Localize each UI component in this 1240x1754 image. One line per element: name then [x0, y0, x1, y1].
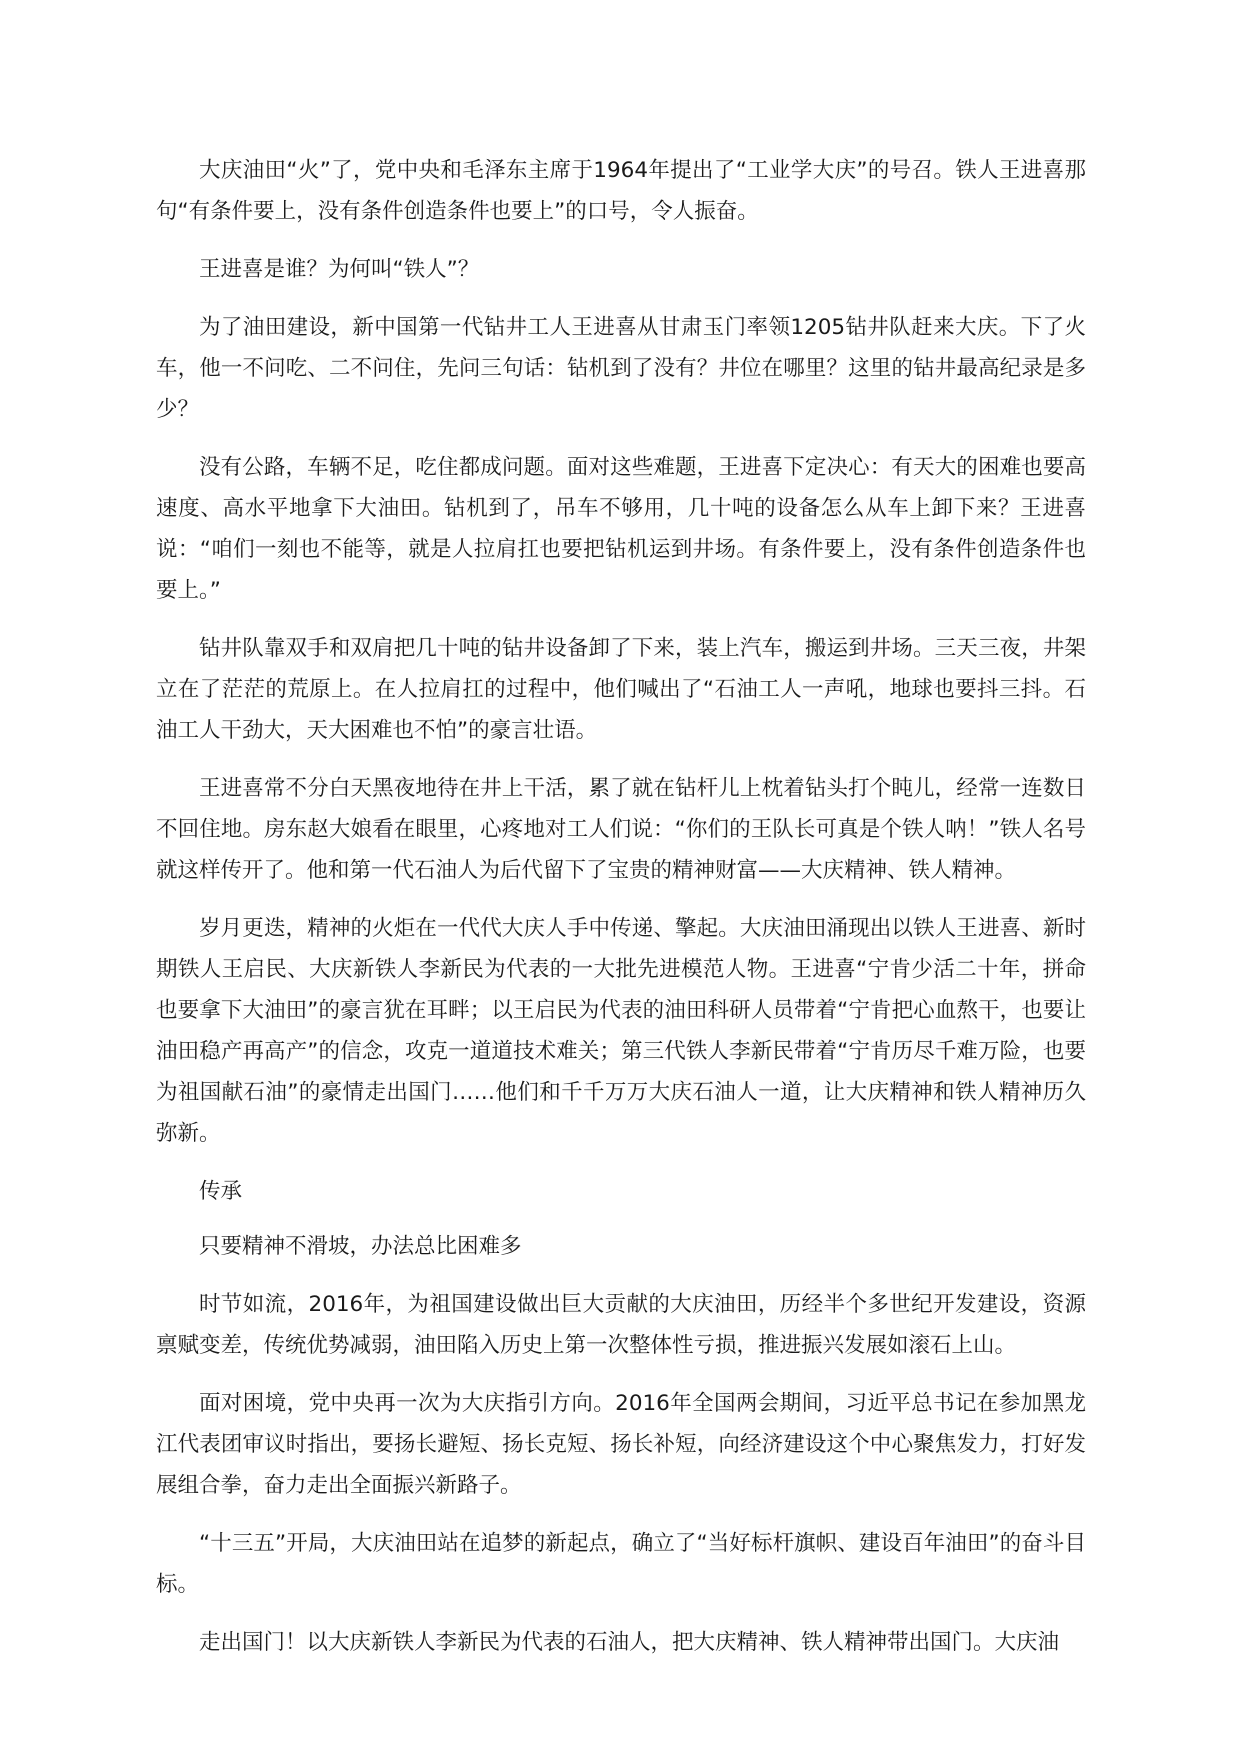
paragraph-question-who: 王进喜是谁？为何叫“铁人”？ [199, 257, 480, 282]
paragraph-arrival: 为了油田建设，新中国第一代钻井工人王进喜从甘肃玉门率领1205钻井队赶来大庆。下了火车，他一不问吃、二不问住，先问三句话：钻机到了没有？井位在哪里？这里的钻井最高纪录是多少？ [156, 315, 1086, 422]
paragraph-difficulties: 没有公路，车辆不足，吃住都成问题。面对这些难题，王进喜下定决心：有天大的困难也要高速度、高水平地拿下大油田。钻机到了，吊车不够用，几十吨的设备怎么从车上卸下来？王进喜说：“咱们一刻也不能等，就是人拉肩扛也要把钻机运到井场。有条件要上，没有条件创造条件也要上。” [156, 455, 1086, 603]
paragraph-five-year-plan: “十三五”开局，大庆油田站在追梦的新起点，确立了“当好标杆旗帜、建设百年油田”的奋斗目标。 [156, 1531, 1086, 1597]
paragraph-derrick-raised: 钻井队靠双手和双肩把几十吨的钻井设备卸了下来，装上汽车，搬运到井场。三天三夜，井架立在了茫茫的荒原上。在人拉肩扛的过程中，他们喊出了“石油工人一声吼，地球也要抖三抖。石油工人干劲大，天大困难也不怕”的豪言壮语。 [156, 636, 1086, 743]
section-heading-inheritance: 传承 [199, 1179, 243, 1204]
paragraph-going-abroad: 走出国门！以大庆新铁人李新民为代表的石油人，把大庆精神、铁人精神带出国门。大庆油 [199, 1630, 1060, 1655]
paragraph-iron-man-name: 王进喜常不分白天黑夜地待在井上干活，累了就在钻杆儿上枕着钻头打个盹儿，经常一连数日不回住地。房东赵大娘看在眼里，心疼地对工人们说：“你们的王队长可真是个铁人呐！”铁人名号就这样传开了。他和第一代石油人为后代留下了宝贵的精神财富——大庆精神、铁人精神。 [156, 776, 1086, 883]
section-subheading: 只要精神不滑坡，办法总比困难多 [199, 1234, 522, 1259]
paragraph-2016-losses: 时节如流，2016年，为祖国建设做出巨大贡献的大庆油田，历经半个多世纪开发建设，资源禀赋变差，传统优势减弱，油田陷入历史上第一次整体性亏损，推进振兴发展如滚石上山。 [156, 1292, 1086, 1358]
paragraph-generations: 岁月更迭，精神的火炬在一代代大庆人手中传递、擎起。大庆油田涌现出以铁人王进喜、新时期铁人王启民、大庆新铁人李新民为代表的一大批先进模范人物。王进喜“宁肯少活二十年，拼命也要拿下大油田”的豪言犹在耳畔；以王启民为代表的油田科研人员带着“宁肯把心血熬干，也要让油田稳产再高产”的信念，攻克一道道技术难关；第三代铁人李新民带着“宁肯历尽千难万险，也要为祖国献石油”的豪情走出国门……他们和千千万万大庆石油人一道，让大庆精神和铁人精神历久弥新。 [156, 916, 1086, 1146]
paragraph-central-guidance: 面对困境，党中央再一次为大庆指引方向。2016年全国两会期间，习近平总书记在参加黑龙江代表团审议时指出，要扬长避短、扬长克短、扬长补短，向经济建设这个中心聚焦发力，打好发展组合拳，奋力走出全面振兴新路子。 [156, 1391, 1086, 1498]
paragraph-call-to-learn: 大庆油田“火”了，党中央和毛泽东主席于1964年提出了“工业学大庆”的号召。铁人王进喜那句“有条件要上，没有条件创造条件也要上”的口号，令人振奋。 [156, 158, 1086, 224]
article-body [156, 150, 1086, 1663]
